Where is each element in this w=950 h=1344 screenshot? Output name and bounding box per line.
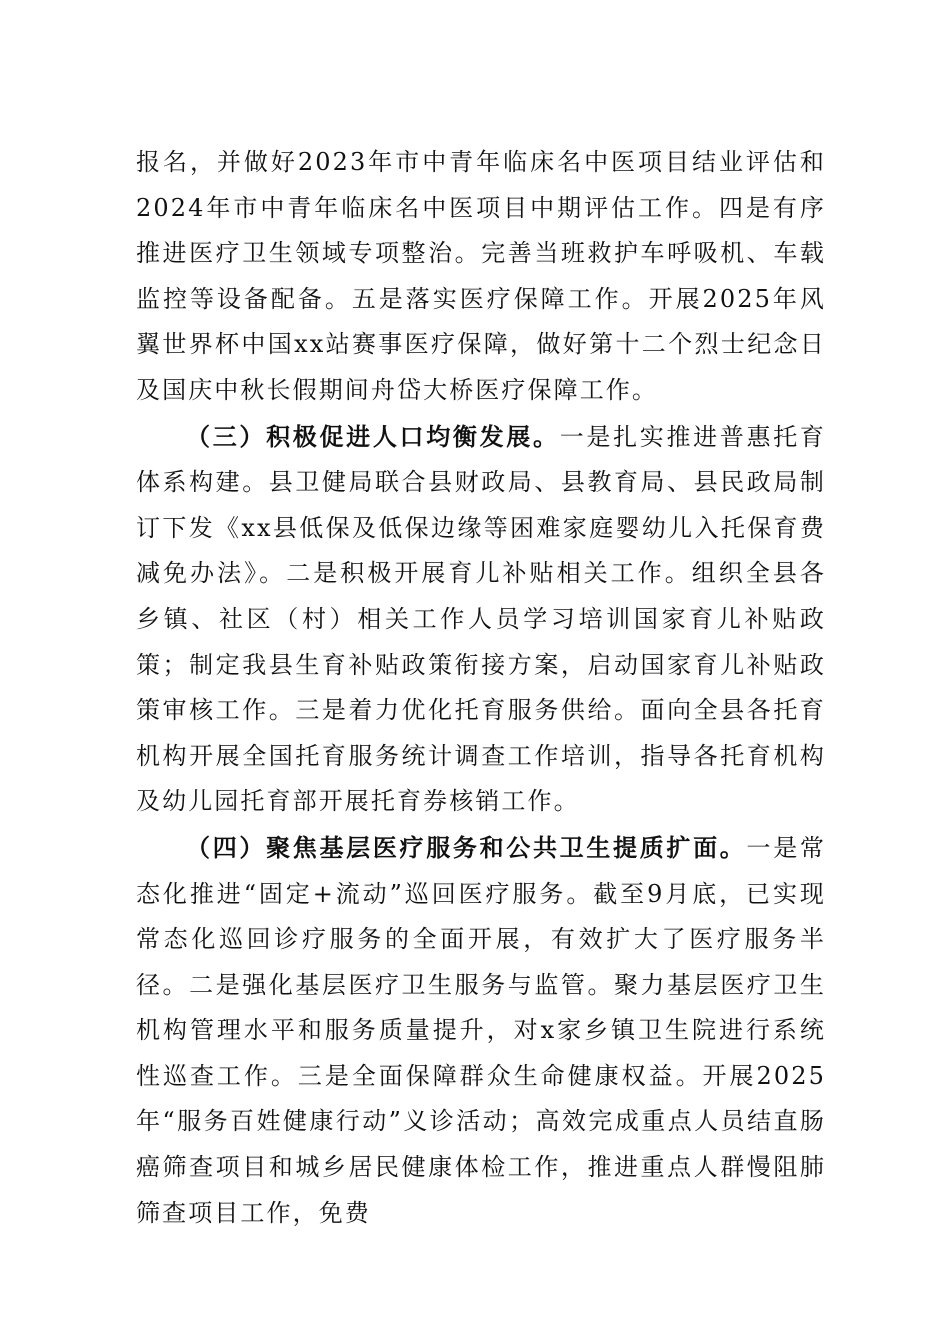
paragraph-population-development [136,414,826,825]
paragraph-medical-assurance [136,140,826,414]
section-heading-3: （三）积极促进人口均衡发展。 [186,421,560,451]
paragraph-primary-care [136,825,826,1236]
paragraph-text: 一是扎实推进普惠托育体系构建。县卫健局联合县财政局、县教育局、县民政局制订下发《xx县低保及低保边缘等困难家庭婴幼儿入托保育费减免办法》。二是积极开展育儿补贴相关工作。组织全县各乡镇、社区（村）相关工作人员学习培训国家育儿补贴政策；制定我县生育补贴政策衔接方案，启动国家育儿补贴政策审核工作。三是着力优化托育服务供给。面向全县各托育机构开展全国托育服务统计调查工作培训，指导各托育机构及幼儿园托育部开展托育券核销工作。 [136,422,827,816]
document-body [136,140,826,1236]
paragraph-text: 报名，并做好2023年市中青年临床名中医项目结业评估和2024年市中青年临床名中医项目中期评估工作。四是有序推进医疗卫生领域专项整治。完善当班救护车呼吸机、车载监控等设备配备。五是落实医疗保障工作。开展2025年风翼世界杯中国xx站赛事医疗保障，做好第十二个烈士纪念日及国庆中秋长假期间舟岱大桥医疗保障工作。 [136,148,826,404]
section-heading-4: （四）聚焦基层医疗服务和公共卫生提质扩面。 [186,832,747,862]
paragraph-text: 一是常态化推进“固定+流动”巡回医疗服务。截至9月底，已实现常态化巡回诊疗服务的全面开展，有效扩大了医疗服务半径。二是强化基层医疗卫生服务与监管。聚力基层医疗卫生机构管理水平和服务质量提升，对x家乡镇卫生院进行系统性巡查工作。三是全面保障群众生命健康权益。开展2025年“服务百姓健康行动”义诊活动；高效完成重点人员结直肠癌筛查项目和城乡居民健康体检工作，推进重点人群慢阻肺筛查项目工作，免费 [136,833,826,1227]
